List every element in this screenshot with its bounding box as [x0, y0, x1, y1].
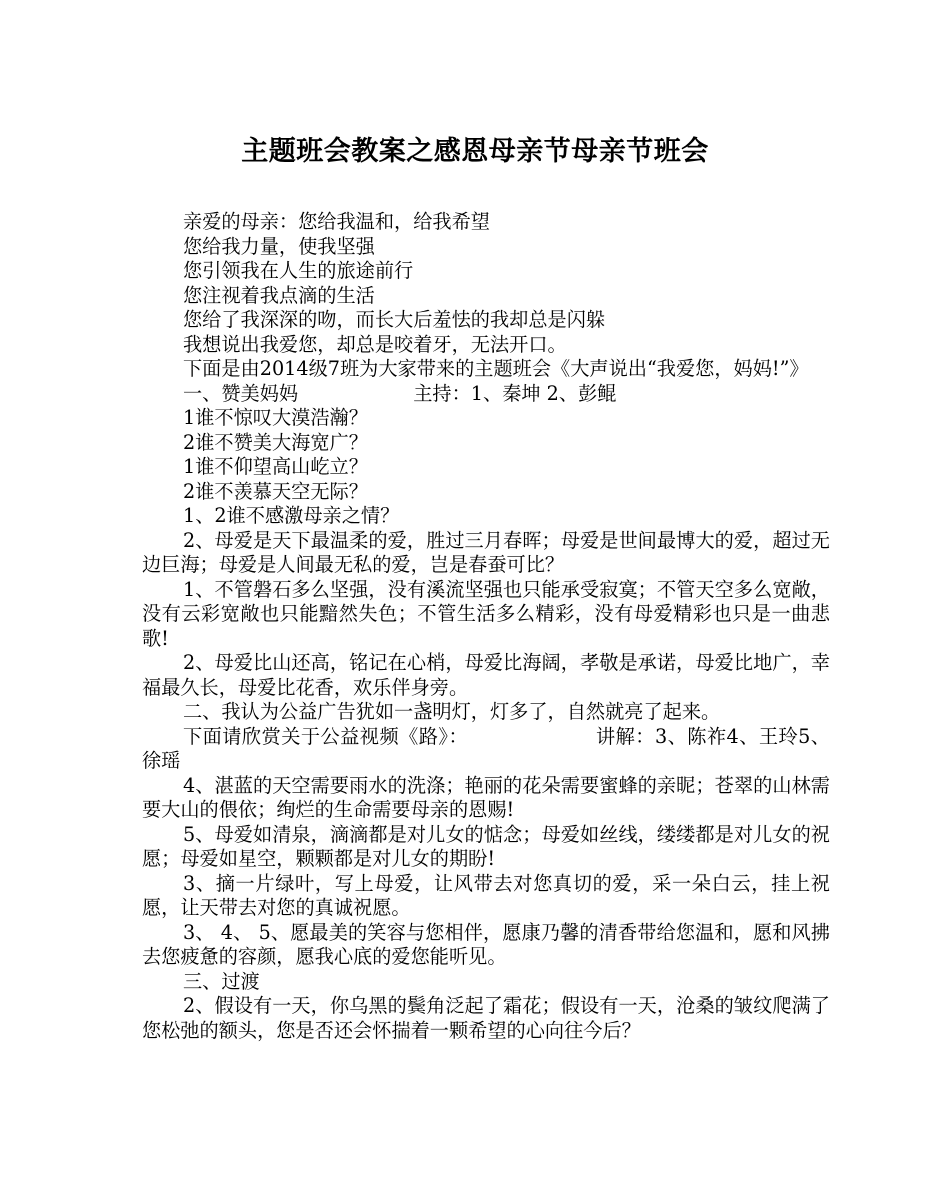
section-heading: 三、过渡	[183, 969, 260, 993]
paragraph: 1、不管磐石多么坚强，没有溪流坚强也只能承受寂寞；不管天空多么宽敞，没有云彩宽敞也只能黯然失色；不管生活多么精彩，没有母爱精彩也只是一曲悲歌!	[142, 577, 830, 650]
paragraph: 2、母爱比山还高，铭记在心梢，母爱比海阔，孝敬是承诺，母爱比地广，幸福最久长，母爱比花香，欢乐伴身旁。	[142, 651, 830, 699]
paragraph: 下面请欣赏关于公益视频《路》： 讲解：3、陈祚4、王玲5、徐瑶	[142, 724, 830, 772]
paragraph: 1谁不仰望高山屹立？	[183, 455, 368, 478]
paragraph: 我想说出我爱您，却总是咬着牙，无法开口。	[183, 332, 567, 356]
paragraph: 2谁不赞美大海宽广？	[183, 430, 368, 454]
paragraph: 亲爱的母亲：您给我温和，给我希望	[183, 210, 490, 233]
paragraph: 您给了我深深的吻，而长大后羞怯的我却总是闪躲	[183, 308, 606, 331]
paragraph: 2、母爱是天下最温柔的爱，胜过三月春晖；母爱是世间最博大的爱，超过无边巨海；母爱是人间最无私的爱，岂是春蚕可比？	[142, 528, 830, 576]
paragraph: 3、摘一片绿叶，写上母爱，让风带去对您真切的爱，采一朵白云，挂上祝愿，让天带去对您的真诚祝愿。	[142, 871, 830, 919]
section-heading: 二、我认为公益广告犹如一盏明灯，灯多了，自然就亮了起来。	[183, 700, 721, 723]
paragraph: 2、假设有一天，你乌黑的鬓角泛起了霜花；假设有一天，沧桑的皱纹爬满了您松弛的额头，您是否还会怀揣着一颗希望的心向往今后？	[142, 994, 830, 1042]
paragraph: 5、母爱如清泉，滴滴都是对儿女的惦念；母爱如丝线，缕缕都是对儿女的祝愿；母爱如星空，颗颗都是对儿女的期盼!	[142, 822, 830, 870]
section-heading-host-line: 一、赞美妈妈 主持：1、秦坤 2、彭鲲	[183, 381, 617, 405]
paragraph: 2谁不羡慕天空无际？	[183, 479, 368, 503]
paragraph: 1、2谁不感激母亲之情？	[183, 504, 400, 527]
document-body	[142, 210, 830, 1043]
paragraph: 3、 4、 5、愿最美的笑容与您相伴，愿康乃馨的清香带给您温和，愿和风拂去您疲惫的容颜，愿我心底的爱您能听见。	[142, 920, 830, 968]
paragraph: 下面是由2014级7班为大家带来的主题班会《大声说出“我爱您，妈妈!”》	[183, 357, 809, 380]
document-title: 主题班会教案之感恩母亲节母亲节班会	[241, 136, 709, 167]
paragraph: 1谁不惊叹大漠浩瀚？	[183, 406, 368, 429]
paragraph: 您引领我在人生的旅途前行	[183, 259, 414, 282]
paragraph: 您注视着我点滴的生活	[183, 283, 375, 307]
paragraph: 4、湛蓝的天空需要雨水的洗涤；艳丽的花朵需要蜜蜂的亲昵；苍翠的山林需要大山的偎依；绚烂的生命需要母亲的恩赐!	[142, 773, 830, 821]
paragraph: 您给我力量，使我坚强	[183, 234, 375, 258]
